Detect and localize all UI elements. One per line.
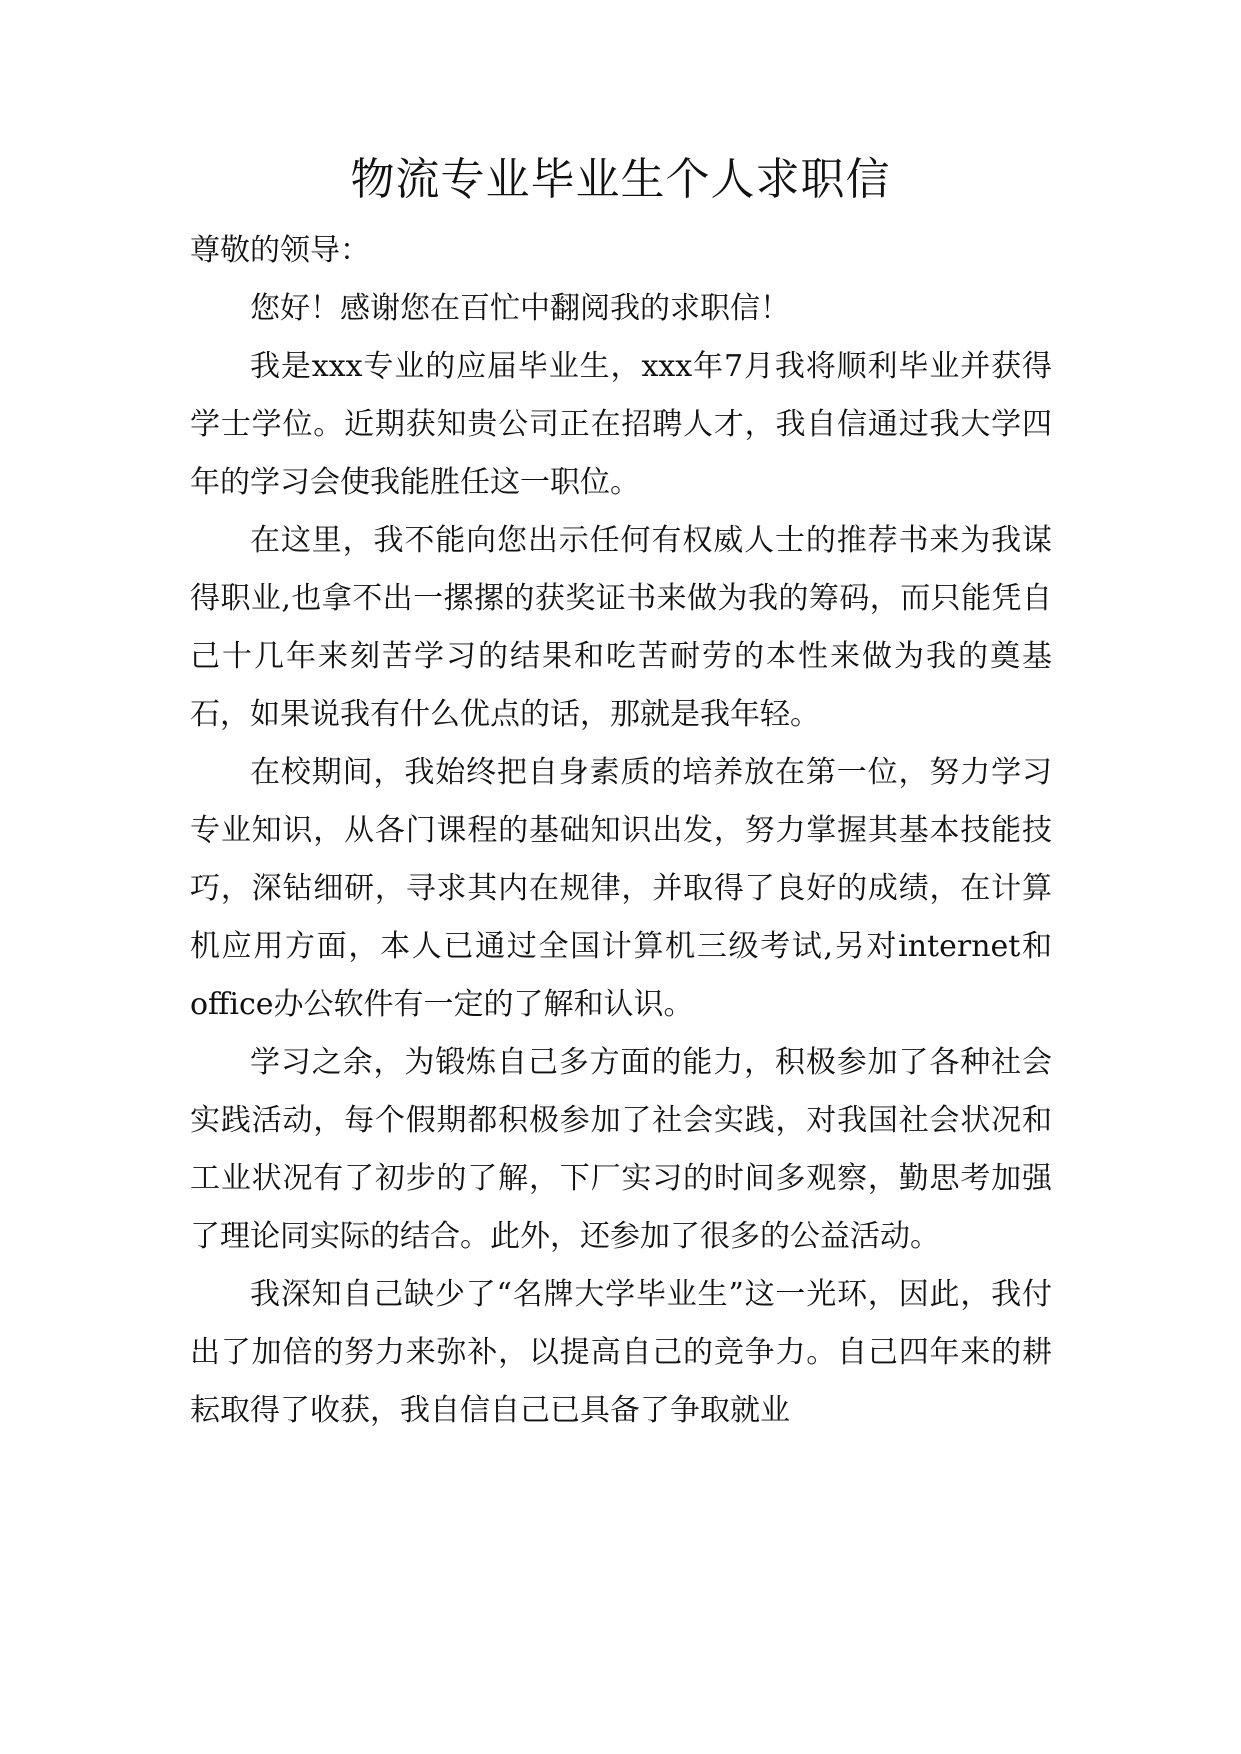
document-title: 物流专业毕业生个人求职信 — [350, 154, 891, 205]
letter-body — [190, 222, 1052, 1440]
salutation: 尊敬的领导： — [190, 233, 370, 268]
paragraph-introduction: 我是xxx专业的应届毕业生，xxx年7月我将顺利毕业并获得学士学位。近期获知贵公司正在招聘人才，我自信通过我大学四年的学习会使我能胜任这一职位。 — [190, 349, 1052, 500]
paragraph-greeting: 您好！感谢您在百忙中翻阅我的求职信！ — [250, 291, 790, 326]
paragraph-qualifications: 在这里，我不能向您出示任何有权威人士的推荐书来为我谋得职业,也拿不出一摞摞的获奖证书来做为我的筹码，而只能凭自己十几年来刻苦学习的结果和吃苦耐劳的本性来做为我的奠基石，如果说我有什么优点的话，那就是我年轻。 — [190, 523, 1052, 732]
paragraph-self-improvement: 我深知自己缺少了“名牌大学毕业生”这一光环，因此，我付出了加倍的努力来弥补，以提高自己的竞争力。自己四年来的耕耘取得了收获，我自信自己已具备了争取就业 — [190, 1277, 1052, 1428]
paragraph-school-performance: 在校期间，我始终把自身素质的培养放在第一位，努力学习专业知识，从各门课程的基础知识出发，努力掌握其基本技能技巧，深钻细研，寻求其内在规律，并取得了良好的成绩，在计算机应用方面，本人已通过全国计算机三级考试,另对internet和office办公软件有一定的了解和认识。 — [190, 755, 1052, 1022]
paragraph-social-practice: 学习之余，为锻炼自己多方面的能力，积极参加了各种社会实践活动，每个假期都积极参加了社会实践，对我国社会状况和工业状况有了初步的了解，下厂实习的时间多观察，勤思考加强了理论同实际的结合。此外，还参加了很多的公益活动。 — [190, 1045, 1052, 1254]
